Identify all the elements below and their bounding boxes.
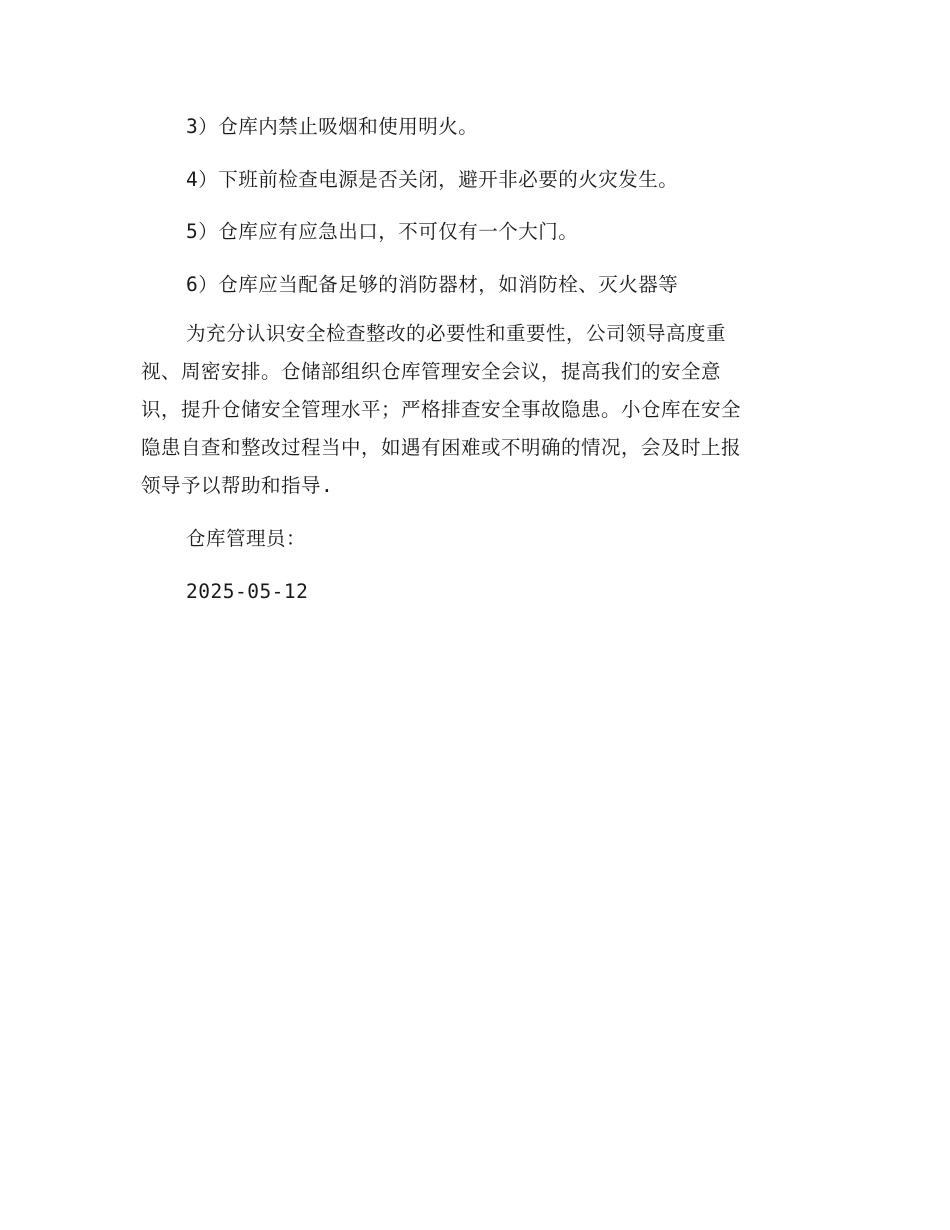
paragraph-line: 领导予以帮助和指导.	[141, 474, 334, 497]
list-item-3: 3）仓库内禁止吸烟和使用明火。	[186, 115, 479, 138]
list-item-5: 5）仓库应有应急出口，不可仅有一个大门。	[186, 220, 579, 243]
list-item-4: 4）下班前检查电源是否关闭，避开非必要的火灾发生。	[186, 168, 679, 191]
signature-date: 2025-05-12	[186, 580, 309, 603]
paragraph-line: 隐患自查和整改过程当中，如遇有困难或不明确的情况，会及时上报	[141, 436, 742, 459]
signature-label: 仓库管理员：	[186, 527, 307, 550]
body-paragraph	[141, 315, 801, 505]
list-item-6: 6）仓库应当配备足够的消防器材，如消防栓、灭火器等	[186, 273, 679, 296]
paragraph-line: 为充分认识安全检查整改的必要性和重要性，公司领导高度重	[186, 322, 727, 345]
paragraph-line: 视、周密安排。仓储部组织仓库管理安全会议，提高我们的安全意	[141, 360, 722, 383]
paragraph-line: 识，提升仓储安全管理水平；严格排查安全事故隐患。小仓库在安全	[141, 398, 742, 421]
